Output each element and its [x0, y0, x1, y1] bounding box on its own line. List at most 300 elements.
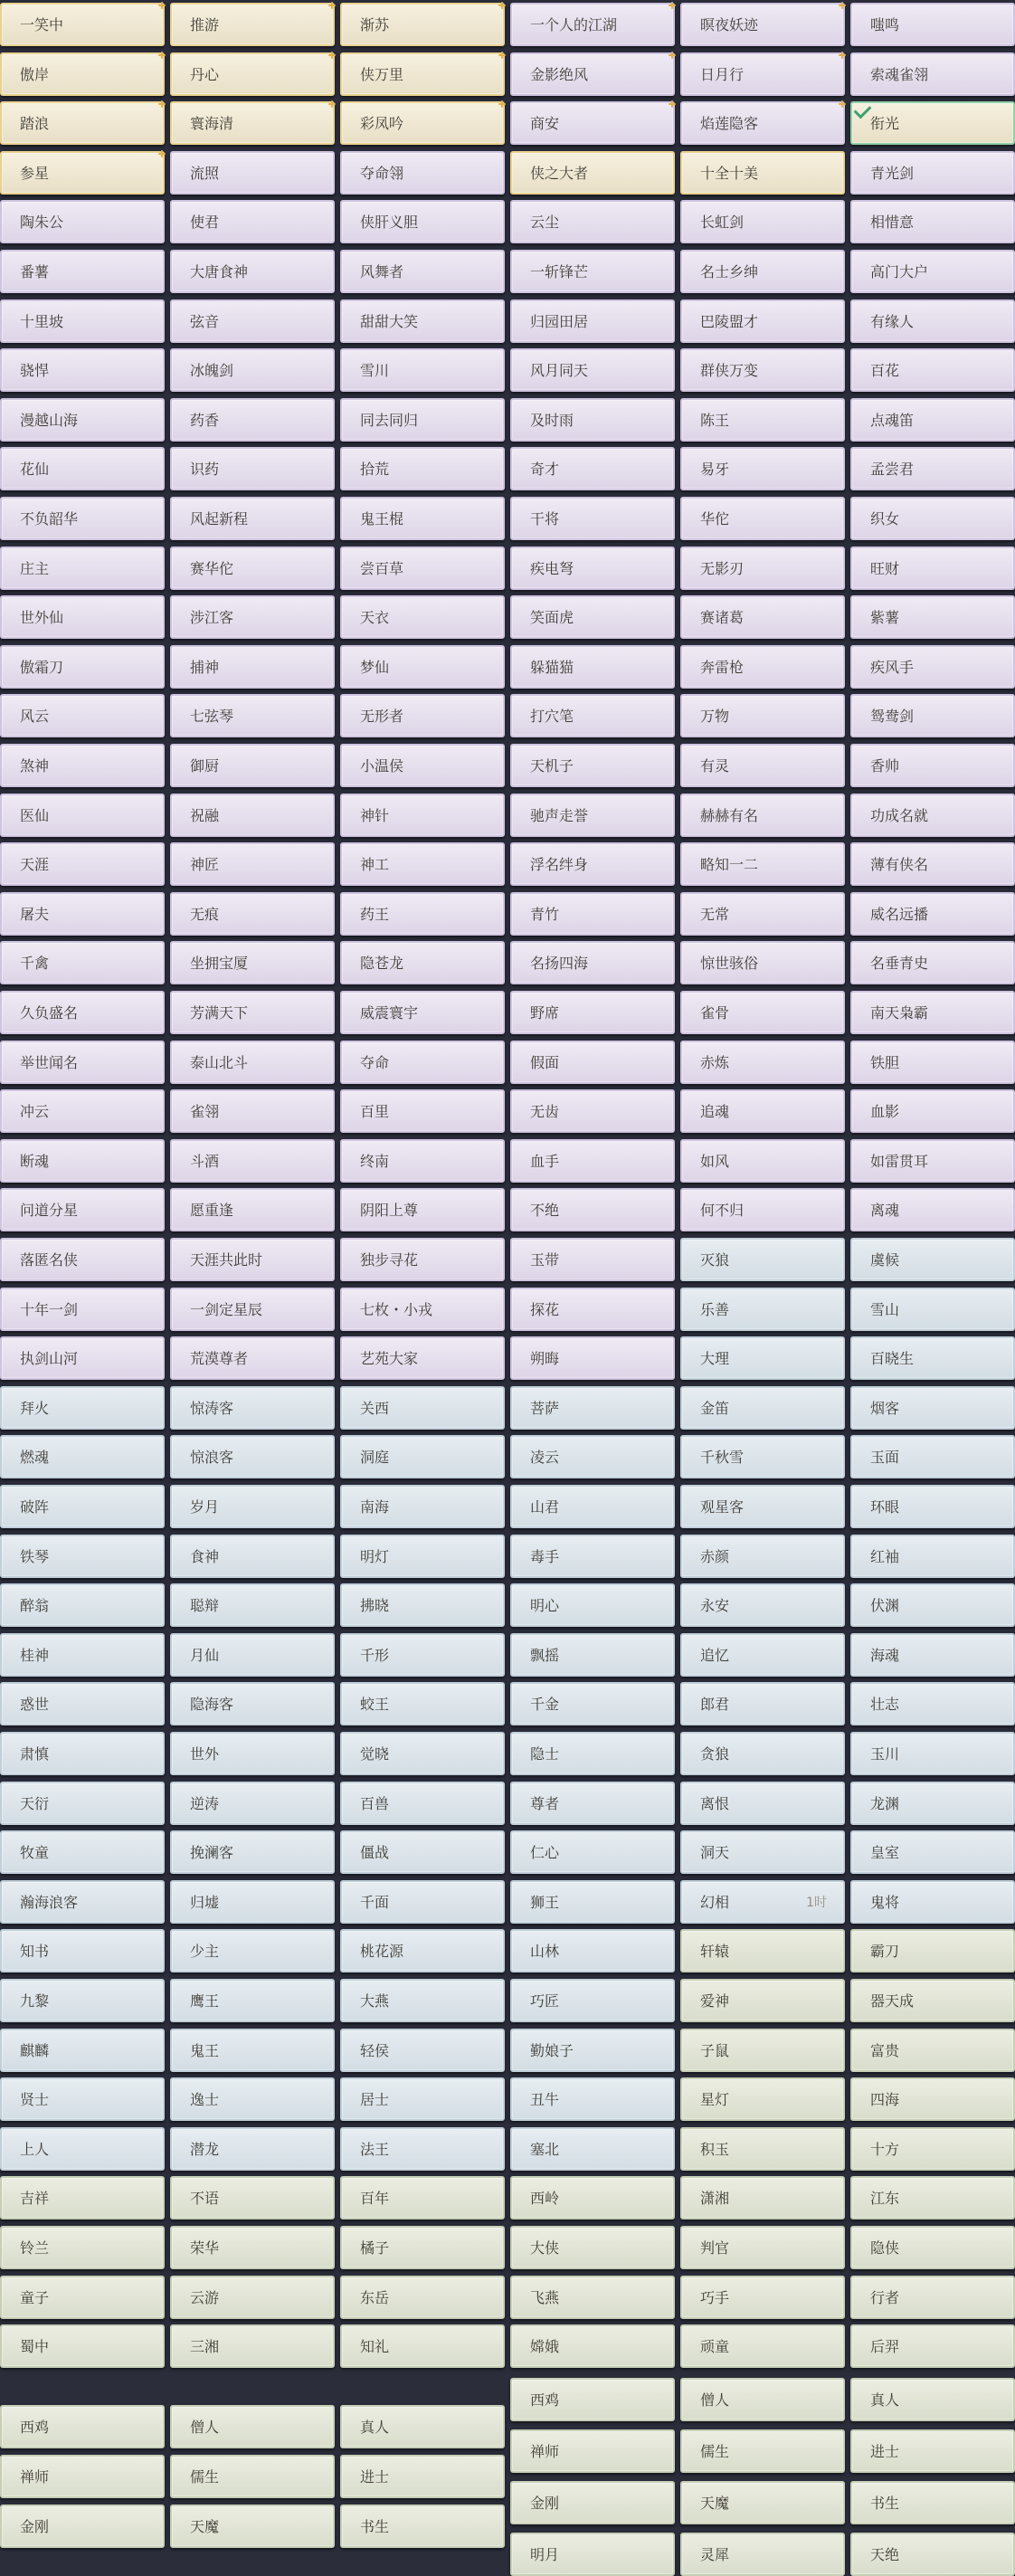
- title-tile[interactable]: [0, 2505, 165, 2548]
- title-tile[interactable]: [680, 1682, 845, 1725]
- title-tile[interactable]: [680, 1238, 845, 1281]
- title-tile[interactable]: [680, 794, 845, 837]
- title-tile[interactable]: [0, 2077, 165, 2121]
- title-tile[interactable]: [170, 694, 335, 737]
- title-tile[interactable]: [510, 1485, 675, 1528]
- title-tile[interactable]: [680, 1041, 845, 1084]
- title-tile[interactable]: [170, 547, 335, 590]
- title-tile[interactable]: [680, 2533, 845, 2576]
- title-tile[interactable]: [340, 2127, 505, 2171]
- title-tile[interactable]: [0, 1238, 165, 1281]
- title-tile[interactable]: [170, 794, 335, 837]
- title-tile[interactable]: [340, 1583, 505, 1627]
- title-tile[interactable]: [170, 2276, 335, 2319]
- title-tile[interactable]: [680, 1089, 845, 1133]
- title-tile[interactable]: [510, 1782, 675, 1825]
- title-tile[interactable]: [170, 1880, 335, 1924]
- title-tile[interactable]: [0, 1535, 165, 1578]
- title-tile[interactable]: [340, 3, 505, 46]
- title-tile[interactable]: [680, 1633, 845, 1677]
- title-tile[interactable]: [170, 1782, 335, 1825]
- title-tile[interactable]: [680, 2378, 845, 2421]
- title-tile[interactable]: [510, 3, 675, 46]
- title-tile[interactable]: [170, 1979, 335, 2022]
- title-tile[interactable]: [170, 1188, 335, 1231]
- title-tile[interactable]: [0, 2405, 165, 2448]
- title-tile[interactable]: [510, 2429, 675, 2473]
- title-tile[interactable]: [0, 1880, 165, 1924]
- title-tile[interactable]: [850, 1435, 1015, 1478]
- title-tile[interactable]: [680, 991, 845, 1034]
- title-tile[interactable]: [0, 547, 165, 590]
- title-tile[interactable]: [680, 744, 845, 787]
- title-tile[interactable]: [680, 250, 845, 293]
- title-tile[interactable]: [680, 1188, 845, 1231]
- title-tile[interactable]: [510, 1682, 675, 1725]
- title-tile[interactable]: [170, 1336, 335, 1380]
- title-tile[interactable]: [170, 595, 335, 639]
- title-tile[interactable]: [510, 348, 675, 392]
- title-tile[interactable]: [680, 447, 845, 490]
- title-tile[interactable]: [170, 1041, 335, 1084]
- title-tile[interactable]: [170, 3, 335, 46]
- title-tile[interactable]: [680, 941, 845, 984]
- title-tile[interactable]: [340, 1929, 505, 1972]
- title-tile[interactable]: [0, 595, 165, 639]
- title-tile[interactable]: [680, 547, 845, 590]
- title-tile[interactable]: [340, 101, 505, 145]
- title-tile[interactable]: [0, 941, 165, 984]
- title-tile[interactable]: [0, 1682, 165, 1725]
- title-tile[interactable]: [510, 794, 675, 837]
- title-tile[interactable]: [340, 1041, 505, 1084]
- title-tile[interactable]: [0, 1782, 165, 1825]
- title-tile[interactable]: [340, 694, 505, 737]
- title-tile[interactable]: [170, 1830, 335, 1874]
- title-tile[interactable]: [0, 645, 165, 689]
- title-tile[interactable]: [170, 2127, 335, 2171]
- title-tile[interactable]: [170, 1238, 335, 1281]
- title-tile[interactable]: [170, 1929, 335, 1972]
- title-tile[interactable]: [0, 200, 165, 243]
- title-tile[interactable]: [170, 299, 335, 343]
- title-tile[interactable]: [850, 1830, 1015, 1874]
- title-tile[interactable]: [850, 1386, 1015, 1430]
- title-tile[interactable]: [0, 892, 165, 936]
- title-tile[interactable]: [510, 2176, 675, 2220]
- title-tile[interactable]: [850, 1732, 1015, 1775]
- title-tile[interactable]: [850, 1583, 1015, 1627]
- title-tile[interactable]: [510, 595, 675, 639]
- title-tile[interactable]: [170, 52, 335, 96]
- title-tile[interactable]: [680, 1139, 845, 1183]
- title-tile[interactable]: [850, 1288, 1015, 1331]
- title-tile[interactable]: [510, 200, 675, 243]
- title-tile[interactable]: [850, 2429, 1015, 2473]
- title-tile[interactable]: [340, 2405, 505, 2448]
- title-tile[interactable]: [510, 1041, 675, 1084]
- title-tile[interactable]: [170, 2405, 335, 2448]
- title-tile[interactable]: [340, 151, 505, 195]
- title-tile[interactable]: [340, 1535, 505, 1578]
- title-tile[interactable]: [170, 497, 335, 540]
- title-tile[interactable]: [0, 1435, 165, 1478]
- title-tile[interactable]: [850, 2481, 1015, 2524]
- title-tile[interactable]: [340, 1139, 505, 1183]
- title-tile[interactable]: [850, 595, 1015, 639]
- title-tile[interactable]: [0, 299, 165, 343]
- title-tile[interactable]: [680, 595, 845, 639]
- title-tile[interactable]: [340, 941, 505, 984]
- title-tile[interactable]: [340, 2455, 505, 2498]
- title-tile[interactable]: [0, 1583, 165, 1627]
- title-tile[interactable]: [0, 1089, 165, 1133]
- title-tile[interactable]: [680, 1583, 845, 1627]
- title-tile[interactable]: [680, 398, 845, 442]
- title-tile[interactable]: [510, 941, 675, 984]
- title-tile[interactable]: [170, 348, 335, 392]
- title-tile[interactable]: [510, 1089, 675, 1133]
- title-tile[interactable]: [340, 991, 505, 1034]
- title-tile[interactable]: [680, 1535, 845, 1578]
- title-tile[interactable]: [340, 250, 505, 293]
- title-tile[interactable]: [680, 2324, 845, 2368]
- title-tile[interactable]: [510, 645, 675, 689]
- title-tile[interactable]: [510, 2226, 675, 2269]
- title-tile[interactable]: [0, 398, 165, 442]
- title-tile[interactable]: [510, 101, 675, 145]
- title-tile[interactable]: [510, 2127, 675, 2171]
- title-tile[interactable]: [680, 1880, 845, 1924]
- title-tile[interactable]: [0, 1139, 165, 1183]
- title-tile[interactable]: [510, 1238, 675, 1281]
- title-tile[interactable]: [510, 1633, 675, 1677]
- title-tile[interactable]: [340, 1386, 505, 1430]
- title-tile[interactable]: [0, 1732, 165, 1775]
- title-tile[interactable]: [510, 694, 675, 737]
- title-tile[interactable]: [680, 1782, 845, 1825]
- title-tile[interactable]: [850, 2378, 1015, 2421]
- title-tile[interactable]: [170, 1435, 335, 1478]
- title-tile[interactable]: [850, 348, 1015, 392]
- title-tile[interactable]: [850, 1139, 1015, 1183]
- title-tile[interactable]: [510, 2378, 675, 2421]
- title-tile[interactable]: [510, 1979, 675, 2022]
- title-tile[interactable]: [850, 892, 1015, 936]
- title-tile[interactable]: [170, 2505, 335, 2548]
- title-tile[interactable]: [850, 1485, 1015, 1528]
- title-tile[interactable]: [850, 1041, 1015, 1084]
- title-tile[interactable]: [680, 1732, 845, 1775]
- title-tile[interactable]: [850, 250, 1015, 293]
- title-tile[interactable]: [850, 794, 1015, 837]
- title-tile[interactable]: [850, 1979, 1015, 2022]
- title-tile[interactable]: [510, 1830, 675, 1874]
- title-tile[interactable]: [340, 299, 505, 343]
- title-tile[interactable]: [680, 892, 845, 936]
- title-tile[interactable]: [340, 447, 505, 490]
- title-tile[interactable]: [510, 2276, 675, 2319]
- title-tile[interactable]: [680, 299, 845, 343]
- title-tile[interactable]: [170, 2029, 335, 2072]
- title-tile[interactable]: [0, 1336, 165, 1380]
- title-tile[interactable]: [850, 2176, 1015, 2220]
- title-tile[interactable]: [340, 2226, 505, 2269]
- title-tile[interactable]: [340, 1238, 505, 1281]
- title-tile[interactable]: [680, 2127, 845, 2171]
- title-tile[interactable]: [680, 2429, 845, 2473]
- title-tile[interactable]: [340, 52, 505, 96]
- title-tile[interactable]: [0, 2455, 165, 2498]
- title-tile[interactable]: [0, 447, 165, 490]
- title-tile[interactable]: [680, 101, 845, 145]
- title-tile[interactable]: [510, 398, 675, 442]
- title-tile[interactable]: [510, 299, 675, 343]
- title-tile[interactable]: [0, 842, 165, 886]
- title-tile[interactable]: [850, 398, 1015, 442]
- title-tile[interactable]: [170, 250, 335, 293]
- title-tile[interactable]: [680, 1929, 845, 1972]
- title-tile[interactable]: [340, 892, 505, 936]
- title-tile[interactable]: [170, 941, 335, 984]
- title-tile[interactable]: [510, 892, 675, 936]
- title-tile[interactable]: [680, 2481, 845, 2524]
- title-tile[interactable]: [340, 1782, 505, 1825]
- title-tile[interactable]: [0, 1929, 165, 1972]
- title-tile[interactable]: [340, 645, 505, 689]
- title-tile[interactable]: [680, 1979, 845, 2022]
- title-tile[interactable]: [510, 547, 675, 590]
- title-tile[interactable]: [340, 398, 505, 442]
- title-tile[interactable]: [850, 1535, 1015, 1578]
- title-tile[interactable]: [170, 1288, 335, 1331]
- title-tile[interactable]: [850, 1782, 1015, 1825]
- title-tile[interactable]: [850, 842, 1015, 886]
- title-tile[interactable]: [0, 1633, 165, 1677]
- title-tile[interactable]: [0, 1041, 165, 1084]
- title-tile[interactable]: [850, 2127, 1015, 2171]
- title-tile[interactable]: [850, 2029, 1015, 2072]
- title-tile[interactable]: [170, 1682, 335, 1725]
- title-tile[interactable]: [510, 447, 675, 490]
- title-tile[interactable]: [170, 398, 335, 442]
- title-tile[interactable]: [170, 744, 335, 787]
- title-tile[interactable]: [510, 1139, 675, 1183]
- title-tile[interactable]: [510, 1929, 675, 1972]
- title-tile[interactable]: [850, 2077, 1015, 2121]
- title-tile[interactable]: [680, 151, 845, 195]
- title-tile[interactable]: [0, 250, 165, 293]
- title-tile[interactable]: [850, 1682, 1015, 1725]
- title-tile[interactable]: [170, 2226, 335, 2269]
- title-tile[interactable]: [0, 694, 165, 737]
- title-tile[interactable]: [170, 2176, 335, 2220]
- title-tile[interactable]: [680, 1830, 845, 1874]
- title-tile[interactable]: [170, 892, 335, 936]
- title-tile[interactable]: [340, 1288, 505, 1331]
- title-tile[interactable]: [0, 991, 165, 1034]
- title-tile[interactable]: [510, 2077, 675, 2121]
- title-tile[interactable]: [680, 2276, 845, 2319]
- title-tile[interactable]: [510, 2533, 675, 2576]
- title-tile[interactable]: [510, 1583, 675, 1627]
- title-tile[interactable]: [850, 3, 1015, 46]
- title-tile[interactable]: [340, 1732, 505, 1775]
- title-tile[interactable]: [850, 151, 1015, 195]
- title-tile[interactable]: [170, 447, 335, 490]
- title-tile[interactable]: [850, 1188, 1015, 1231]
- title-tile[interactable]: [510, 52, 675, 96]
- title-tile[interactable]: [850, 1089, 1015, 1133]
- title-tile[interactable]: [340, 1435, 505, 1478]
- title-tile[interactable]: [850, 941, 1015, 984]
- title-tile[interactable]: [850, 52, 1015, 96]
- title-tile[interactable]: [170, 842, 335, 886]
- title-tile[interactable]: [850, 991, 1015, 1034]
- title-tile[interactable]: [340, 2077, 505, 2121]
- title-tile[interactable]: [510, 1336, 675, 1380]
- title-tile[interactable]: [170, 1732, 335, 1775]
- title-tile[interactable]: [0, 3, 165, 46]
- title-tile[interactable]: [850, 645, 1015, 689]
- title-tile[interactable]: [340, 1089, 505, 1133]
- title-tile[interactable]: [680, 1288, 845, 1331]
- title-tile[interactable]: [850, 1929, 1015, 1972]
- title-tile[interactable]: [510, 842, 675, 886]
- title-tile[interactable]: [340, 547, 505, 590]
- title-tile[interactable]: [850, 744, 1015, 787]
- title-tile[interactable]: [850, 1336, 1015, 1380]
- title-tile[interactable]: [0, 2226, 165, 2269]
- title-tile[interactable]: [0, 2324, 165, 2368]
- title-tile[interactable]: [170, 2077, 335, 2121]
- title-tile[interactable]: [850, 1238, 1015, 1281]
- title-tile[interactable]: [850, 101, 1015, 145]
- title-tile[interactable]: [0, 151, 165, 195]
- title-tile[interactable]: [170, 1089, 335, 1133]
- title-tile[interactable]: [850, 2276, 1015, 2319]
- title-tile[interactable]: [340, 2029, 505, 2072]
- title-tile[interactable]: [680, 645, 845, 689]
- title-tile[interactable]: [340, 794, 505, 837]
- title-tile[interactable]: [680, 348, 845, 392]
- title-tile[interactable]: [0, 2176, 165, 2220]
- title-tile[interactable]: [170, 151, 335, 195]
- title-tile[interactable]: [510, 2481, 675, 2524]
- title-tile[interactable]: [680, 2077, 845, 2121]
- title-tile[interactable]: [0, 1288, 165, 1331]
- title-tile[interactable]: [510, 1435, 675, 1478]
- title-tile[interactable]: [340, 2324, 505, 2368]
- title-tile[interactable]: [680, 52, 845, 96]
- title-tile[interactable]: [510, 151, 675, 195]
- title-tile[interactable]: [340, 744, 505, 787]
- title-tile[interactable]: [0, 348, 165, 392]
- title-tile[interactable]: [850, 1633, 1015, 1677]
- title-tile[interactable]: [850, 2324, 1015, 2368]
- title-tile[interactable]: [0, 101, 165, 145]
- title-tile[interactable]: [680, 2226, 845, 2269]
- title-tile[interactable]: [340, 348, 505, 392]
- title-tile[interactable]: [340, 2505, 505, 2548]
- title-tile[interactable]: [680, 1386, 845, 1430]
- title-tile[interactable]: [0, 1830, 165, 1874]
- title-tile[interactable]: [0, 1188, 165, 1231]
- title-tile[interactable]: [170, 1139, 335, 1183]
- title-tile[interactable]: [680, 1435, 845, 1478]
- title-tile[interactable]: [510, 2029, 675, 2072]
- title-tile[interactable]: [0, 2029, 165, 2072]
- title-tile[interactable]: [0, 1979, 165, 2022]
- title-tile[interactable]: [170, 1583, 335, 1627]
- title-tile[interactable]: [850, 200, 1015, 243]
- title-tile[interactable]: [340, 1979, 505, 2022]
- title-tile[interactable]: [340, 1830, 505, 1874]
- title-tile[interactable]: [340, 1188, 505, 1231]
- title-tile[interactable]: [0, 497, 165, 540]
- title-tile[interactable]: [680, 497, 845, 540]
- title-tile[interactable]: [510, 1535, 675, 1578]
- title-tile[interactable]: [510, 1288, 675, 1331]
- title-tile[interactable]: [850, 447, 1015, 490]
- title-tile[interactable]: [0, 1485, 165, 1528]
- title-tile[interactable]: [680, 200, 845, 243]
- title-tile[interactable]: [340, 2176, 505, 2220]
- title-tile[interactable]: [0, 2276, 165, 2319]
- title-tile[interactable]: [850, 299, 1015, 343]
- title-tile[interactable]: [680, 1485, 845, 1528]
- title-tile[interactable]: [680, 1336, 845, 1380]
- title-tile[interactable]: [340, 1880, 505, 1924]
- title-tile[interactable]: [510, 1188, 675, 1231]
- title-tile[interactable]: [510, 250, 675, 293]
- title-tile[interactable]: [850, 1880, 1015, 1924]
- title-tile[interactable]: [850, 547, 1015, 590]
- title-tile[interactable]: [340, 1485, 505, 1528]
- title-tile[interactable]: [680, 3, 845, 46]
- title-tile[interactable]: [680, 2029, 845, 2072]
- title-tile[interactable]: [340, 595, 505, 639]
- title-tile[interactable]: [170, 2455, 335, 2498]
- title-tile[interactable]: [170, 2324, 335, 2368]
- title-tile[interactable]: [340, 497, 505, 540]
- title-tile[interactable]: [340, 2276, 505, 2319]
- title-tile[interactable]: [510, 744, 675, 787]
- title-tile[interactable]: [340, 1633, 505, 1677]
- title-tile[interactable]: [850, 2533, 1015, 2576]
- title-tile[interactable]: [170, 645, 335, 689]
- title-tile[interactable]: [170, 1535, 335, 1578]
- title-tile[interactable]: [510, 497, 675, 540]
- title-tile[interactable]: [170, 991, 335, 1034]
- title-tile[interactable]: [0, 52, 165, 96]
- title-tile[interactable]: [680, 2176, 845, 2220]
- title-tile[interactable]: [0, 744, 165, 787]
- title-tile[interactable]: [170, 101, 335, 145]
- title-tile[interactable]: [340, 1336, 505, 1380]
- title-tile[interactable]: [850, 694, 1015, 737]
- title-tile[interactable]: [0, 2127, 165, 2171]
- title-tile[interactable]: [510, 1880, 675, 1924]
- title-tile[interactable]: [0, 1386, 165, 1430]
- title-tile[interactable]: [340, 842, 505, 886]
- title-tile[interactable]: [170, 1386, 335, 1430]
- title-tile[interactable]: [170, 1633, 335, 1677]
- title-tile[interactable]: [340, 200, 505, 243]
- title-tile[interactable]: [0, 794, 165, 837]
- title-tile[interactable]: [170, 200, 335, 243]
- title-tile[interactable]: [340, 1682, 505, 1725]
